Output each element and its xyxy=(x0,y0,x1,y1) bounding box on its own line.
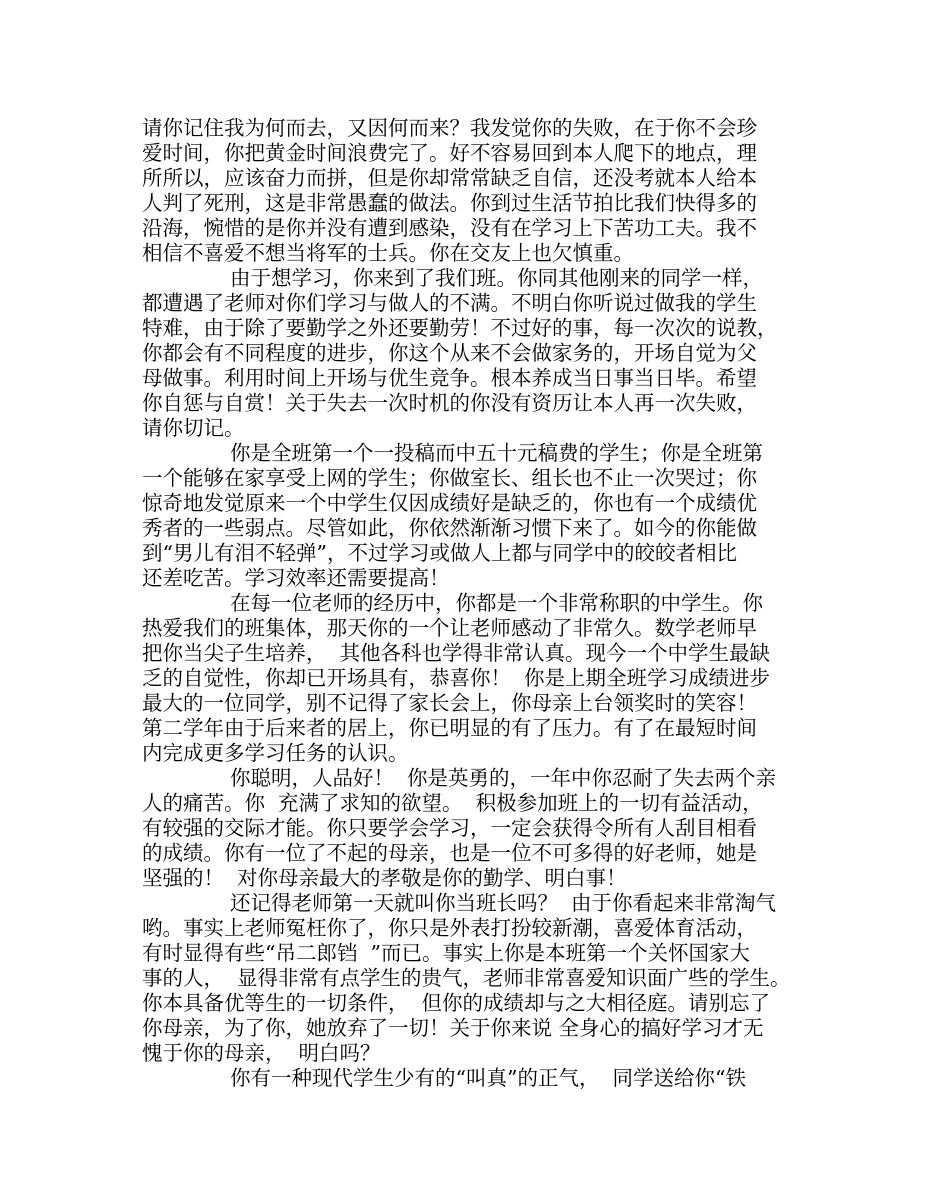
paragraph xyxy=(142,441,822,591)
paragraph xyxy=(142,591,822,766)
text-line: 你自惩与自赏！关于失去一次时机的你没有资历让本人再一次失败， xyxy=(142,391,757,415)
text-line: 有时显得有些“吊二郎铛 ”而已。事实上你是本班第一个关怀国家大 xyxy=(142,941,750,965)
text-line: 秀者的一些弱点。尽管如此，你依然渐渐习惯下来了。如今的你能做 xyxy=(142,516,757,540)
text-line: 热爱我们的班集体，那天你的一个让老师感动了非常久。数学老师早 xyxy=(142,616,757,640)
text-line: 你母亲，为了你，她放弃了一切！关于你来说 全身心的搞好学习才无 xyxy=(142,1016,764,1040)
text-line: 爱时间，你把黄金时间浪费完了。好不容易回到本人爬下的地点，理 xyxy=(142,141,757,165)
text-line: 你都会有不同程度的进步，你这个从来不会做家务的，开场自觉为父 xyxy=(142,341,757,365)
text-line: 还记得老师第一天就叫你当班长吗？ 由于你看起来非常淘气 xyxy=(230,891,777,915)
text-line: 到“男儿有泪不轻弹”，不过学习或做人上都与同学中的皎皎者相比 xyxy=(142,541,737,565)
text-line: 母做事。利用时间上开场与优生竞争。根本养成当日事当日毕。希望 xyxy=(142,366,757,390)
text-line: 的成绩。你有一位了不起的母亲，也是一位不可多得的好老师，她是 xyxy=(142,841,757,865)
paragraph xyxy=(142,116,822,266)
paragraph xyxy=(142,766,822,891)
text-line: 把你当尖子生培养， 其他各科也学得非常认真。现今一个中学生最缺 xyxy=(142,641,771,665)
text-line: 在每一位老师的经历中，你都是一个非常称职的中学生。你 xyxy=(230,591,763,615)
paragraph xyxy=(142,891,822,1066)
text-line: 哟。事实上老师冤枉你了，你只是外表打扮较新潮，喜爱体育活动， xyxy=(142,916,757,940)
document-body xyxy=(142,116,822,1091)
text-line: 一个能够在家享受上网的学生；你做室长、组长也不止一次哭过；你 xyxy=(142,466,757,490)
text-line: 第二学年由于后来者的居上，你已明显的有了压力。有了在最短时间 xyxy=(142,716,757,740)
text-line: 特难，由于除了要勤学之外还要勤劳！不过好的事，每一次次的说教， xyxy=(142,316,778,340)
text-line: 都遭遇了老师对你们学习与做人的不满。不明白你听说过做我的学生 xyxy=(142,291,757,315)
text-line: 有较强的交际才能。你只要学会学习，一定会获得令所有人刮目相看 xyxy=(142,816,757,840)
text-line: 人判了死刑，这是非常愚蠢的做法。你到过生活节拍比我们快得多的 xyxy=(142,191,757,215)
text-line: 你有一种现代学生少有的“叫真”的正气， 同学送给你“铁 xyxy=(230,1066,746,1090)
text-line: 乏的自觉性，你却已开场具有，恭喜你！ 你是上期全班学习成绩进步 xyxy=(142,666,771,690)
text-line: 所所以，应该奋力而拼，但是你却常常缺乏自信，还没考就本人给本 xyxy=(142,166,757,190)
text-line: 愧于你的母亲， 明白吗？ xyxy=(142,1041,381,1065)
paragraph xyxy=(142,266,822,441)
text-line: 你本具备优等生的一切条件， 但你的成绩却与之大相径庭。请别忘了 xyxy=(142,991,771,1015)
text-line: 内完成更多学习任务的认识。 xyxy=(142,741,409,765)
text-line: 事的人， 显得非常有点学生的贵气，老师非常喜爱知识面广些的学生。 xyxy=(142,966,791,990)
text-line: 沿海，惋惜的是你并没有遭到感染，没有在学习上下苦功工夫。我不 xyxy=(142,216,757,240)
text-line: 由于想学习，你来到了我们班。你同其他刚来的同学一样， xyxy=(230,266,763,290)
text-line: 坚强的！ 对你母亲最大的孝敬是你的勤学、明白事！ xyxy=(142,866,627,890)
text-line: 惊奇地发觉原来一个中学生仅因成绩好是缺乏的，你也有一个成绩优 xyxy=(142,491,757,515)
text-line: 还差吃苦。学习效率还需要提高！ xyxy=(142,566,450,590)
text-line: 相信不喜爱不想当将军的士兵。你在交友上也欠慎重。 xyxy=(142,241,634,265)
text-line: 你是全班第一个一投稿而中五十元稿费的学生；你是全班第 xyxy=(230,441,763,465)
text-line: 最大的一位同学，别不记得了家长会上，你母亲上台领奖时的笑容！ xyxy=(142,691,757,715)
text-line: 请你切记。 xyxy=(142,416,245,440)
paragraph xyxy=(142,1066,822,1091)
text-line: 人的痛苦。你 充满了求知的欲望。 积极参加班上的一切有益活动， xyxy=(142,791,763,815)
text-line: 请你记住我为何而去，又因何而来？我发觉你的失败，在于你不会珍 xyxy=(142,116,757,140)
text-line: 你聪明，人品好！ 你是英勇的，一年中你忍耐了失去两个亲 xyxy=(230,766,777,790)
